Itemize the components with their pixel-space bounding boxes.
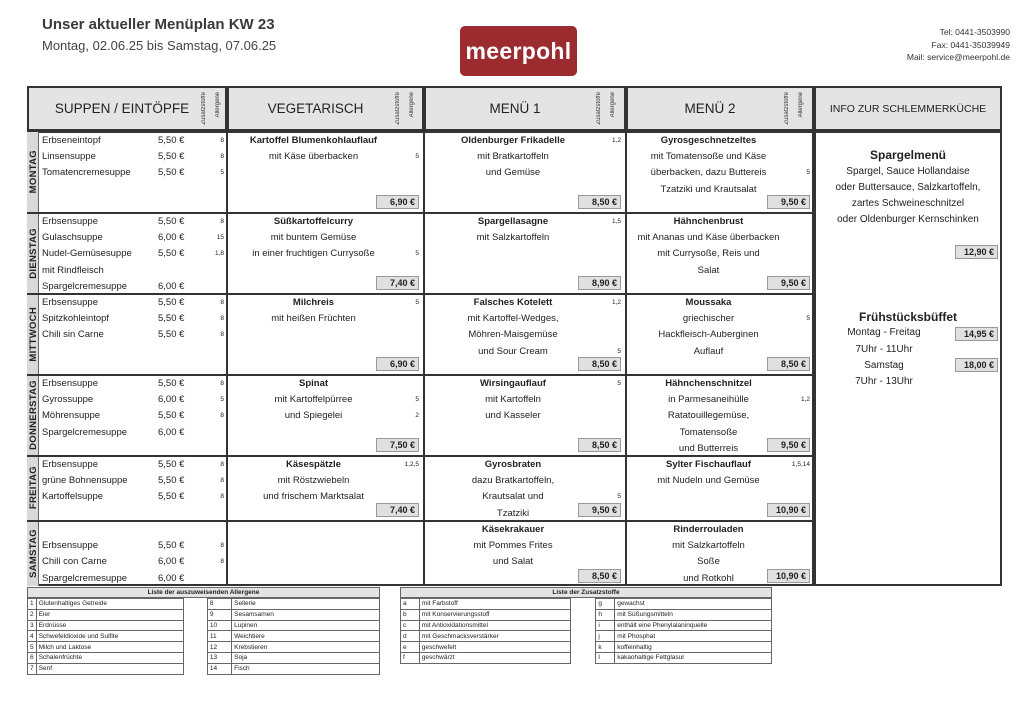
menu1-dish-code: 1,2 xyxy=(611,137,621,144)
legend-text: Schwefeldioxide und Sulfite xyxy=(36,631,183,642)
soup-name: Gulaschsuppe xyxy=(42,232,103,244)
soup-code: 5 xyxy=(220,396,224,404)
legend-code: 14 xyxy=(207,663,231,674)
day-label-bar xyxy=(27,521,39,586)
day-label-bar xyxy=(27,132,39,212)
menu2-dish-line: Salat xyxy=(697,264,720,276)
legend-gap xyxy=(183,599,207,610)
soup-price: 5,50 € xyxy=(158,248,185,260)
soup-code: 8 xyxy=(220,137,224,144)
fruehstueck-weekday-time: 7Uhr - 11Uhr xyxy=(855,344,913,355)
menu2-dish-line: mit Ananas und Käse überbacken xyxy=(637,232,780,244)
column-header-veg xyxy=(227,86,424,131)
soup-code: 1,8 xyxy=(214,250,224,258)
menu2-dish-line: mit Salzkartoffeln xyxy=(672,540,745,552)
veg-price: 7,40 € xyxy=(376,276,419,290)
veg-dish-line: und frischem Marktsalat xyxy=(263,491,364,503)
legend-code: l xyxy=(596,652,615,663)
menu1-dish-title: Falsches Kotelett xyxy=(473,297,553,308)
legend-text: Erdnüsse xyxy=(36,620,183,631)
spargel-line: Spargel, Sauce Hollandaise xyxy=(846,166,970,177)
soup-code: 8 xyxy=(220,380,224,387)
soup-code: 8 xyxy=(220,331,224,339)
legend-text: Senf xyxy=(36,663,183,674)
fruehstueck-title: Frühstücksbüffet xyxy=(858,310,957,324)
legend-text: Weichtiere xyxy=(232,631,380,642)
soup-price: 5,50 € xyxy=(158,475,185,487)
allergene-label: Allergene xyxy=(798,92,804,118)
day-label xyxy=(27,375,39,455)
legend-gap xyxy=(183,652,207,663)
zusatz-label: Zusatzstoffe xyxy=(596,92,602,125)
menu1-dish-line: und Gemüse xyxy=(485,167,541,179)
menu2-dish-title: Gyrosgeschnetzeltes xyxy=(660,135,757,146)
allergene-label: Allergene xyxy=(409,92,415,118)
menu2-dish-title: Sylter Fischauflauf xyxy=(666,459,751,470)
day-name: FREITAG xyxy=(27,466,39,510)
menu2-price: 9,50 € xyxy=(767,438,810,452)
soup-price: 5,50 € xyxy=(158,459,185,470)
soup-name: mit Rindfleisch xyxy=(42,264,104,276)
spargel-title: Spargelmenü xyxy=(869,148,947,162)
legend-row xyxy=(28,599,380,610)
menu1-dish-title: Käsekrakauer xyxy=(481,524,545,535)
legend-code: 4 xyxy=(28,631,37,642)
legend-code: 5 xyxy=(28,642,37,653)
menu2-price: 10,90 € xyxy=(767,503,810,517)
veg-dish-title: Käsespätzle xyxy=(286,459,341,470)
day-label-bar xyxy=(27,294,39,374)
menu1-dish-line: Tzatziki xyxy=(496,507,530,519)
legend-text: kakaohaltige Fettglasur xyxy=(615,652,772,663)
soup-price: 5,50 € xyxy=(158,297,185,308)
allergene-label: Allergene xyxy=(215,92,221,118)
legend-text: mit Geschmacksverstärker xyxy=(419,631,571,642)
legend-row xyxy=(401,599,772,610)
day-separator xyxy=(27,212,814,214)
soup-code: 8 xyxy=(220,558,224,566)
legend-code: f xyxy=(401,652,420,663)
menu1-price: 8,90 € xyxy=(578,276,621,290)
menu2-dish-line: Tzatziki und Krautsalat xyxy=(660,183,757,195)
menu2-dish-code: 1,2 xyxy=(800,396,810,404)
legend-text: mit Süßungsmitteln xyxy=(615,609,772,620)
soup-code: 8 xyxy=(220,299,224,306)
veg-price: 7,50 € xyxy=(376,438,419,452)
legend-gap xyxy=(183,609,207,620)
column-header-menu1 xyxy=(424,86,626,131)
menu2-dish-line: in Parmesaneihülle xyxy=(668,394,749,406)
day-separator xyxy=(27,520,814,522)
legend-text: enthält eine Phenylalaninquelle xyxy=(615,620,772,631)
soup-price: 5,50 € xyxy=(158,313,185,325)
menu1-dish-title: Gyrosbraten xyxy=(484,459,542,470)
day-name: MONTAG xyxy=(27,150,39,194)
soup-price: 6,00 € xyxy=(158,426,185,438)
soup-name: Tomatencremesuppe xyxy=(42,167,131,179)
legend-row xyxy=(28,620,380,631)
veg-dish-line: mit Kartoffelpürree xyxy=(274,394,353,406)
menu2-dish-line: mit Currysoße, Reis und xyxy=(657,248,760,260)
menu2-dish-title: Hähnchenschnitzel xyxy=(665,378,752,389)
legend-text: Soja xyxy=(232,652,380,663)
soup-code: 15 xyxy=(216,234,224,242)
page-title: Unser aktueller Menüplan KW 23 xyxy=(42,16,275,33)
veg-dish-code: 5 xyxy=(415,396,419,404)
veg-dish-line: in einer fruchtigen Currysoße xyxy=(252,248,375,260)
column-title-menu2: MENÜ 2 xyxy=(684,101,736,116)
column-header-info xyxy=(814,86,1002,131)
legend-code: 1 xyxy=(28,599,37,610)
legend-row xyxy=(401,652,772,663)
menu2-dish-line: Auflauf xyxy=(693,345,724,357)
spargel-line: oder Oldenburger Kernschinken xyxy=(837,214,979,225)
veg-dish-code: 5 xyxy=(415,299,419,306)
date-range: Montag, 02.06.25 bis Samstag, 07.06.25 xyxy=(42,38,277,53)
legend-text: Krebstieren xyxy=(232,642,380,653)
menu1-dish-line: mit Kartoffeln xyxy=(485,394,541,406)
soup-code: 8 xyxy=(220,542,224,550)
soup-name: grüne Bohnensuppe xyxy=(42,475,128,487)
menu1-dish-line: mit Bratkartoffeln xyxy=(477,151,549,163)
veg-dish-title: Milchreis xyxy=(292,297,335,308)
veg-dish-title: Spinat xyxy=(298,378,329,389)
legend-row xyxy=(28,631,380,642)
allergen-list xyxy=(27,598,380,675)
menu2-dish-line: griechischer xyxy=(682,313,735,325)
day-label xyxy=(27,521,39,586)
veg-dish-code: 1,2,5 xyxy=(404,461,419,468)
legend-row xyxy=(401,620,772,631)
legend-text: mit Farbstoff xyxy=(419,599,571,610)
day-label xyxy=(27,132,39,212)
spargel-price: 12,90 € xyxy=(955,245,998,259)
soup-name: Erbsensuppe xyxy=(42,459,98,470)
menu1-dish-code: 5 xyxy=(617,493,621,501)
menu1-dish-code: 5 xyxy=(617,380,621,387)
spargel-line: oder Buttersauce, Salzkartoffeln, xyxy=(835,182,981,193)
soup-name: Linsensuppe xyxy=(42,151,96,163)
zusatz-label: Zusatzstoffe xyxy=(395,92,401,125)
veg-dish-line: mit Röstzwiebeln xyxy=(277,475,350,487)
column-header-soup xyxy=(27,86,227,131)
soup-name: Erbsensuppe xyxy=(42,297,98,308)
soup-price: 5,50 € xyxy=(158,329,185,341)
legend-code: g xyxy=(596,599,615,610)
menu2-price: 10,90 € xyxy=(767,569,810,583)
legend-text: mit Antioxidationsmittel xyxy=(419,620,571,631)
legend-row xyxy=(28,609,380,620)
legend-code: b xyxy=(401,609,420,620)
legend-code: 6 xyxy=(28,652,37,663)
veg-price: 7,40 € xyxy=(376,503,419,517)
menu2-dish-line: mit Nudeln und Gemüse xyxy=(657,475,760,487)
legend-code: 13 xyxy=(207,652,231,663)
soup-name: Erbsensuppe xyxy=(42,540,98,552)
legend-code: j xyxy=(596,631,615,642)
menu2-dish-code: 5 xyxy=(806,315,810,323)
soup-name: Erbsensuppe xyxy=(42,216,98,227)
soup-code: 8 xyxy=(220,315,224,323)
menu1-dish-line: und Salat xyxy=(492,556,534,568)
day-name: SAMSTAG xyxy=(27,529,39,578)
menu2-dish-title: Rinderrouladen xyxy=(673,524,744,535)
menu2-dish-line: Ratatouillegemüse, xyxy=(667,410,750,422)
day-label-bar xyxy=(27,375,39,455)
legend-text: mit Phosphat xyxy=(615,631,772,642)
menu1-price: 8,50 € xyxy=(578,438,621,452)
menu1-dish-line: mit Salzkartoffeln xyxy=(476,232,550,244)
veg-dish-line: mit buntem Gemüse xyxy=(270,232,357,244)
legend-gap xyxy=(183,663,207,674)
menu2-dish-line: Tomatensoße xyxy=(679,426,738,438)
veg-dish-line: und Spiegelei xyxy=(284,410,343,422)
column-title-info: INFO ZUR SCHLEMMERKÜCHE xyxy=(829,102,987,115)
day-name: DONNERSTAG xyxy=(27,380,39,450)
menu2-dish-title: Moussaka xyxy=(685,297,732,308)
veg-dish-line: mit Käse überbacken xyxy=(268,151,359,163)
veg-dish-line: mit heißen Früchten xyxy=(271,313,356,325)
soup-code: 8 xyxy=(220,493,224,501)
additive-list xyxy=(400,598,772,664)
menu2-dish-line: mit Tomatensoße und Käse xyxy=(650,151,767,163)
column-divider xyxy=(226,131,228,586)
veg-dish-code: 5 xyxy=(415,250,419,258)
legend-code: 10 xyxy=(207,620,231,631)
legend-text: mit Konservierungsstoff xyxy=(419,609,571,620)
legend-gap xyxy=(571,642,596,653)
menu2-dish-code: 5 xyxy=(806,169,810,177)
legend-text: Schalenfrüchte xyxy=(36,652,183,663)
menu2-dish-title: Hähnchenbrust xyxy=(673,216,744,227)
menu1-dish-line: und Kasseler xyxy=(485,410,541,422)
contact-fax: Fax: 0441-35039949 xyxy=(931,39,1010,50)
legend-text: Eier xyxy=(36,609,183,620)
legend-code: 7 xyxy=(28,663,37,674)
day-label-bar xyxy=(27,456,39,520)
menu1-dish-line: und Sour Cream xyxy=(478,345,548,357)
contact-mail: Mail: service@meerpohl.de xyxy=(906,52,1010,62)
soup-price: 6,00 € xyxy=(158,556,185,568)
legend-row xyxy=(28,663,380,674)
zusatz-label: Zusatzstoffe xyxy=(201,92,207,125)
legend-gap xyxy=(571,609,596,620)
soup-name: Gyrossuppe xyxy=(42,394,94,406)
soup-code: 8 xyxy=(220,477,224,485)
menu1-dish-code: 1,2 xyxy=(611,299,621,306)
legend-text: Milch und Laktose xyxy=(36,642,183,653)
soup-name: Nudel-Gemüsesuppe xyxy=(42,248,132,260)
menu1-dish-code: 1,5 xyxy=(611,218,621,225)
soup-price: 5,50 € xyxy=(158,540,185,552)
soup-name: Erbseneintopf xyxy=(42,135,101,146)
column-header-menu2 xyxy=(626,86,814,131)
legend-text: koffeinhaltig xyxy=(615,642,772,653)
soup-code: 8 xyxy=(220,153,224,161)
soup-name: Chili con Carne xyxy=(42,556,107,568)
soup-price: 5,50 € xyxy=(158,151,185,163)
day-separator xyxy=(27,374,814,376)
fruehstueck-weekday-price: 14,95 € xyxy=(955,327,998,341)
legend-text: Sesamsamen xyxy=(232,609,380,620)
soup-price: 5,50 € xyxy=(158,378,185,389)
soup-code: 5 xyxy=(220,169,224,177)
menu1-dish-line: mit Kartoffel-Wedges, xyxy=(467,313,559,325)
legend-row xyxy=(28,652,380,663)
menu2-dish-line: und Butterreis xyxy=(678,442,739,454)
menu1-price: 9,50 € xyxy=(578,503,621,517)
soup-name: Spargelcremesuppe xyxy=(42,426,128,438)
legend-gap xyxy=(571,631,596,642)
legend-row xyxy=(401,609,772,620)
fruehstueck-saturday: Samstag xyxy=(864,360,904,371)
soup-name: Kartoffelsuppe xyxy=(42,491,104,503)
legend-gap xyxy=(183,620,207,631)
meerpohl-logo: meerpohl xyxy=(460,26,577,76)
legend-code: k xyxy=(596,642,615,653)
menu1-price: 8,50 € xyxy=(578,195,621,209)
menu2-dish-code: 1,5,14 xyxy=(791,461,810,468)
legend-text: gewachst xyxy=(615,599,772,610)
legend-code: a xyxy=(401,599,420,610)
day-label-bar xyxy=(27,213,39,293)
veg-price: 6,90 € xyxy=(376,195,419,209)
column-title-veg: VEGETARISCH xyxy=(267,101,364,116)
soup-name: Erbsensuppe xyxy=(42,378,98,389)
soup-name: Möhrensuppe xyxy=(42,410,101,422)
column-title-soup: SUPPEN / EINTÖPFE xyxy=(54,101,190,116)
spargel-line: zartes Schweineschnitzel xyxy=(851,198,965,209)
veg-dish-title: Süßkartoffelcurry xyxy=(273,216,354,227)
soup-name: Spitzkohleintopf xyxy=(42,313,110,325)
veg-price: 6,90 € xyxy=(376,357,419,371)
legend-code: 9 xyxy=(207,609,231,620)
legend-code: e xyxy=(401,642,420,653)
legend-row xyxy=(401,642,772,653)
day-name: MITTWOCH xyxy=(27,306,39,362)
menu1-dish-line: Möhren-Maisgemüse xyxy=(468,329,558,341)
legend-text: Lupinen xyxy=(232,620,380,631)
soup-price: 6,00 € xyxy=(158,232,185,244)
soup-name: Spargelcremesuppe xyxy=(42,280,128,292)
legend-text: Glutenhaltiges Getreide xyxy=(36,599,183,610)
day-name: DIENSTAG xyxy=(27,227,39,279)
legend-code: 12 xyxy=(207,642,231,653)
day-separator xyxy=(27,293,814,295)
day-separator xyxy=(27,455,814,457)
menu1-price: 8,50 € xyxy=(578,357,621,371)
menu1-dish-line: mit Pommes Frites xyxy=(473,540,553,552)
soup-price: 6,00 € xyxy=(158,280,185,292)
legend-gap xyxy=(571,599,596,610)
soup-name: Spargelcremesuppe xyxy=(42,572,128,584)
legend-gap xyxy=(183,642,207,653)
legend-row xyxy=(28,642,380,653)
menu2-price: 9,50 € xyxy=(767,195,810,209)
soup-price: 5,50 € xyxy=(158,410,185,422)
zusatz-label: Zusatzstoffe xyxy=(784,92,790,125)
legend-gap xyxy=(571,652,596,663)
menu-grid xyxy=(27,131,814,586)
menu1-dish-title: Wirsingauflauf xyxy=(480,378,546,389)
day-label xyxy=(27,294,39,374)
soup-price: 5,50 € xyxy=(158,167,185,179)
menu1-dish-title: Spargellasagne xyxy=(477,216,549,227)
legend-row xyxy=(401,631,772,642)
legend-text: geschwefelt xyxy=(419,642,571,653)
veg-dish-code: 5 xyxy=(415,153,419,161)
day-label xyxy=(27,213,39,293)
legend-code: 8 xyxy=(207,599,231,610)
menu2-dish-line: und Rotkohl xyxy=(683,572,734,584)
fruehstueck-weekday: Montag - Freitag xyxy=(847,327,921,338)
soup-price: 5,50 € xyxy=(158,216,185,227)
menu2-dish-line: Hackfleisch-Auberginen xyxy=(658,329,759,341)
soup-price: 5,50 € xyxy=(158,135,185,146)
soup-price: 6,00 € xyxy=(158,572,185,584)
column-divider xyxy=(625,131,627,586)
legend-code: 3 xyxy=(28,620,37,631)
menu1-dish-code: 5 xyxy=(617,347,621,355)
legend-code: 11 xyxy=(207,631,231,642)
legend-code: h xyxy=(596,609,615,620)
menu2-price: 8,50 € xyxy=(767,357,810,371)
veg-dish-code: 2 xyxy=(415,412,419,420)
soup-code: 8 xyxy=(220,218,224,225)
menu2-dish-line: überbacken, dazu Buttereis xyxy=(650,167,767,179)
menu2-price: 9,50 € xyxy=(767,276,810,290)
legend-text: Sellerie xyxy=(232,599,380,610)
contact-info xyxy=(907,26,1010,64)
column-title-menu1: MENÜ 1 xyxy=(489,101,541,116)
legend-text: Fisch xyxy=(232,663,380,674)
additive-list-title: Liste der Zusatzstoffe xyxy=(400,587,772,598)
contact-phone: Tel: 0441-3503990 xyxy=(939,27,1010,37)
soup-name: Chili sin Carne xyxy=(42,329,104,341)
soup-code: 8 xyxy=(220,461,224,468)
legend-code: c xyxy=(401,620,420,631)
legend-code: 2 xyxy=(28,609,37,620)
soup-code: 8 xyxy=(220,412,224,420)
fruehstueck-saturday-time: 7Uhr - 13Uhr xyxy=(855,376,913,387)
legend-code: i xyxy=(596,620,615,631)
fruehstueck-saturday-price: 18,00 € xyxy=(955,358,998,372)
soup-price: 5,50 € xyxy=(158,491,185,503)
legend-gap xyxy=(571,620,596,631)
day-label xyxy=(27,456,39,520)
menu1-price: 8,50 € xyxy=(578,569,621,583)
legend-text: geschwärzt xyxy=(419,652,571,663)
menu1-dish-line: Krautsalat und xyxy=(482,491,544,503)
allergen-list-title: Liste der auszuweisenden Allergene xyxy=(27,587,380,598)
soup-price: 6,00 € xyxy=(158,394,185,406)
legend-gap xyxy=(183,631,207,642)
allergene-label: Allergene xyxy=(610,92,616,118)
menu2-dish-line: Soße xyxy=(697,556,720,568)
veg-dish-title: Kartoffel Blumenkohlauflauf xyxy=(249,135,378,146)
menu1-dish-title: Oldenburger Frikadelle xyxy=(461,135,565,146)
menu1-dish-line: dazu Bratkartoffeln, xyxy=(471,475,555,487)
legend-code: d xyxy=(401,631,420,642)
